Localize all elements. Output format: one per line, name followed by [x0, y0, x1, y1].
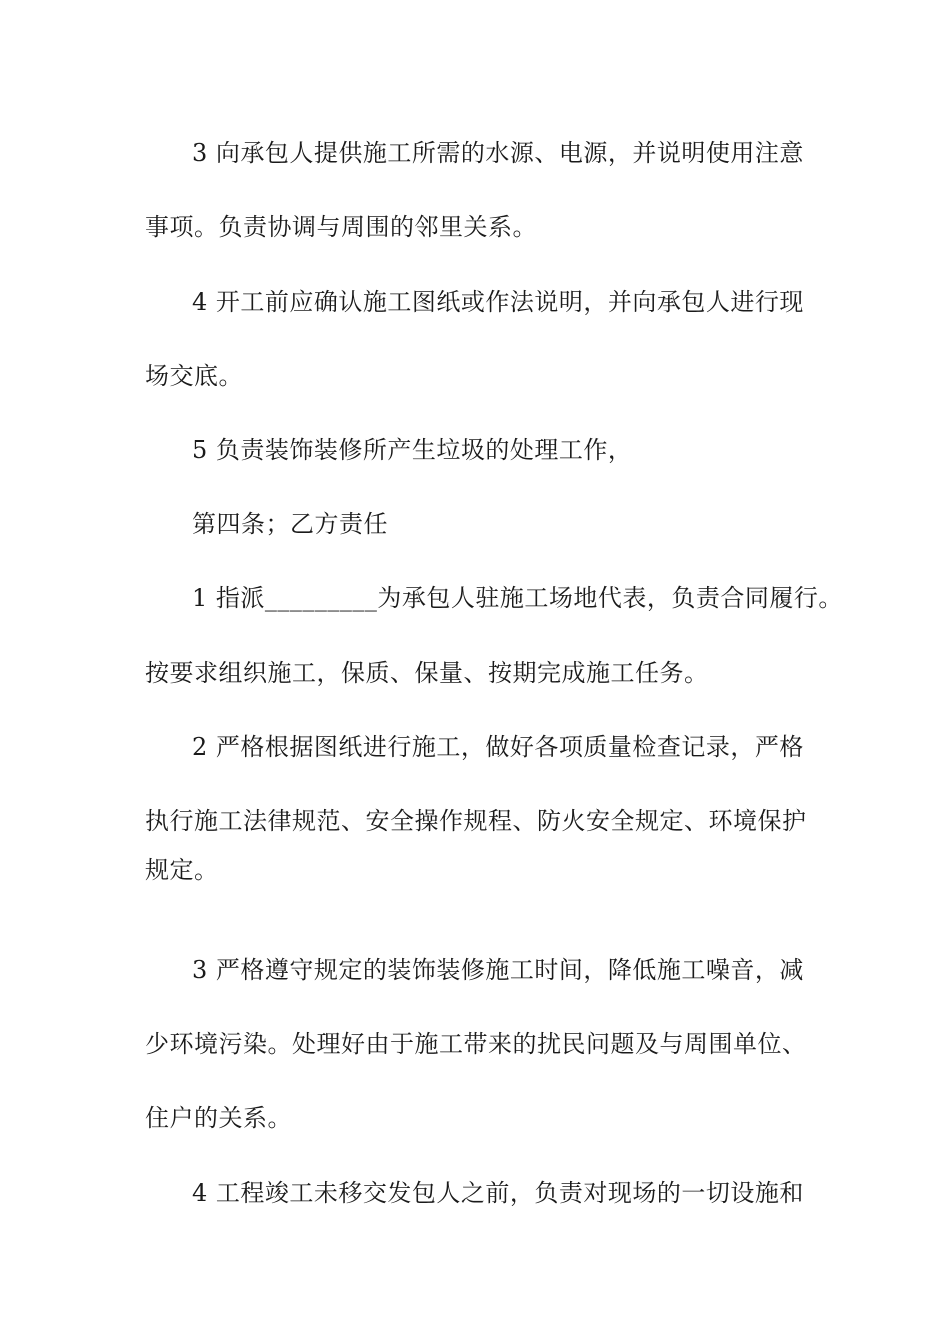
paragraph-line: 场交底。	[145, 362, 243, 390]
paragraph-line: 3 严格遵守规定的装饰装修施工时间，降低施工噪音，减	[192, 956, 804, 984]
paragraph-line: 5 负责装饰装修所产生垃圾的处理工作，	[192, 436, 633, 464]
paragraph-line: 规定。	[145, 856, 219, 884]
paragraph-line: 1 指派_________为承包人驻施工场地代表，负责合同履行。	[192, 584, 843, 612]
paragraph-line: 2 严格根据图纸进行施工，做好各项质量检查记录，严格	[192, 733, 804, 761]
paragraph-line: 3 向承包人提供施工所需的水源、电源，并说明使用注意	[192, 139, 804, 167]
paragraph-line: 执行施工法律规范、安全操作规程、防火安全规定、环境保护	[145, 807, 807, 835]
paragraph-line: 4 开工前应确认施工图纸或作法说明，并向承包人进行现	[192, 288, 804, 316]
paragraph-line: 少环境污染。处理好由于施工带来的扰民问题及与周围单位、	[145, 1030, 807, 1058]
paragraph-line: 事项。负责协调与周围的邻里关系。	[145, 213, 537, 241]
paragraph-line: 住户的关系。	[145, 1104, 292, 1132]
paragraph-line: 4 工程竣工未移交发包人之前，负责对现场的一切设施和	[192, 1179, 804, 1207]
paragraph-line: 按要求组织施工，保质、保量、按期完成施工任务。	[145, 659, 709, 687]
section-heading: 第四条；乙方责任	[192, 510, 388, 538]
